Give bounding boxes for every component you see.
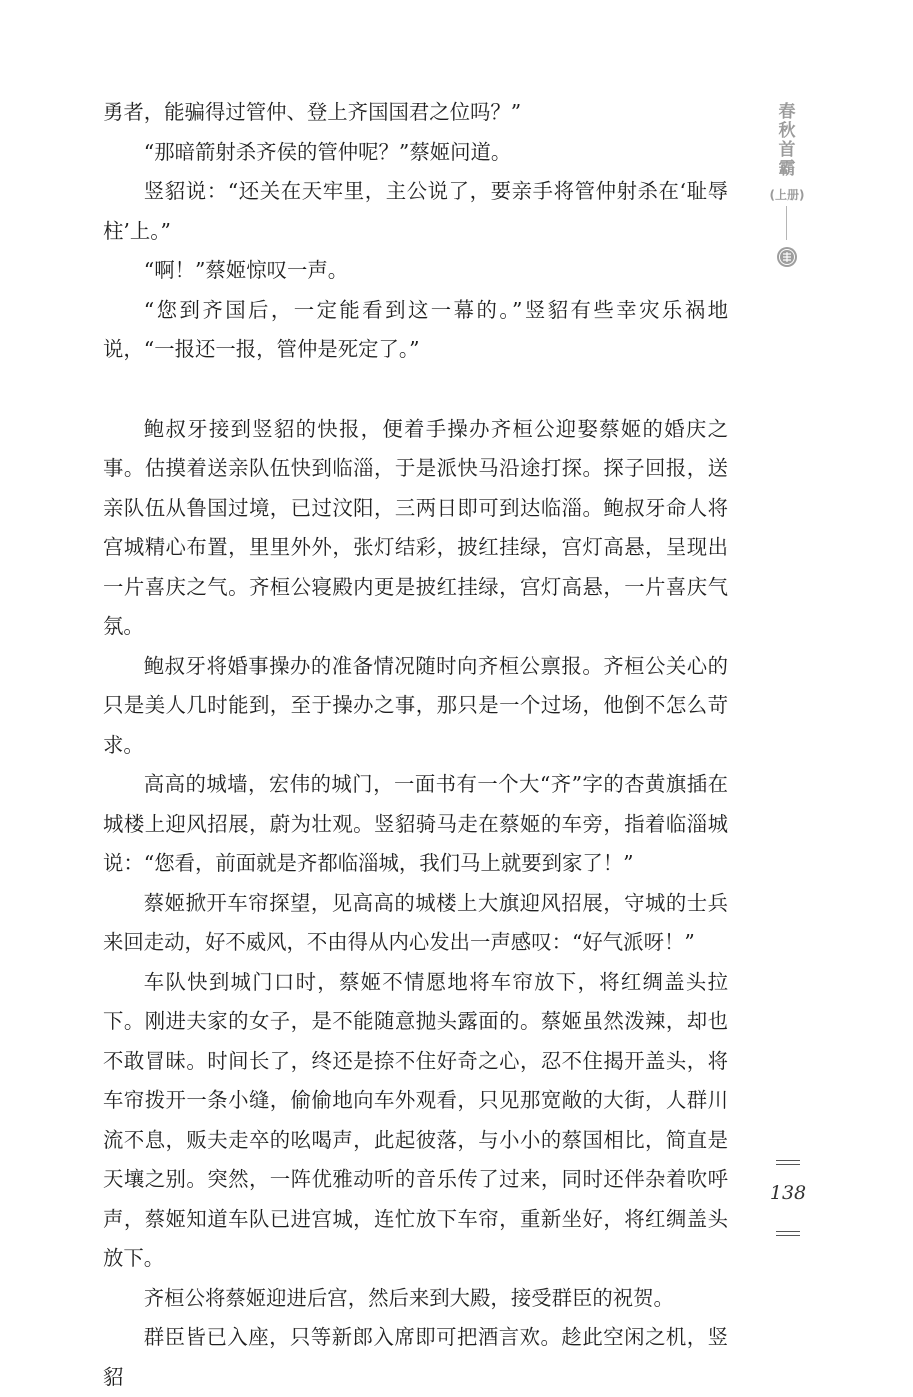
page-number-rule-bottom (776, 1231, 800, 1232)
paragraph-1: 勇者，能骗得过管仲、登上齐国国君之位吗？” (103, 100, 522, 124)
running-title-char: 霸 (778, 159, 796, 179)
paragraph-6: 鲍叔牙接到竖貂的快报，便着手操办齐桓公迎娶蔡姬的婚庆之事。估摸着送亲队伍快到临淄，于是派快马沿途打探。探子回报，送亲队伍从鲁国过境，已过汶阳，三两日即可到达临淄。鲍叔牙命人将宫城精心布置，里里外外，张灯结彩，披红挂绿，宫灯高悬，呈现出一片喜庆之气。齐桓公寝殿内更是披红挂绿，宫灯高悬，一片喜庆气氛。 (103, 416, 728, 638)
running-title (772, 103, 802, 179)
volume-label: (上册) (769, 188, 805, 202)
paragraph-12: 群臣皆已入座，只等新郎入席即可把酒言欢。趁此空闲之机，竖貂 (103, 1325, 728, 1389)
paragraph-10: 车队快到城门口时，蔡姬不情愿地将车帘放下，将红绸盖头拉下。刚进夫家的女子，是不能随意抛头露面的。蔡姬虽然泼辣，却也不敢冒昧。时间长了，终还是捺不住好奇之心，忍不住揭开盖头，将车帘拨开一条小缝，偷偷地向车外观看，只见那宽敞的大街，人群川流不息，贩夫走卒的吆喝声，此起彼落，与小小的蔡国相比，简直是天壤之别。突然，一阵优雅动听的音乐传了过来，同时还伴杂着吹呼声，蔡姬知道车队已进宫城，连忙放下车帘，重新坐好，将红绸盖头放下。 (103, 969, 728, 1270)
side-divider (786, 206, 787, 240)
paragraph-11: 齐桓公将蔡姬迎进后宫，然后来到大殿，接受群臣的祝贺。 (143, 1285, 674, 1310)
body-text (103, 93, 728, 1397)
running-title-char: 春 (778, 102, 796, 122)
round-seal-icon (776, 246, 798, 268)
paragraph-2: “那暗箭射杀齐侯的管仲呢？”蔡姬问道。 (143, 139, 512, 164)
paragraph-9: 蔡姬掀开车帘探望，见高高的城楼上大旗迎风招展，守城的士兵来回走动，好不威风，不由得从内心发出一声感叹：“好气派呀！” (103, 890, 728, 954)
paragraph-8: 高高的城墙，宏伟的城门，一面书有一个大“齐”字的杏黄旗插在城楼上迎风招展，蔚为壮观。竖貂骑马走在蔡姬的车旁，指着临淄城说：“您看，前面就是齐都临淄城，我们马上就要到家了！” (103, 772, 728, 875)
paragraph-4: “啊！”蔡姬惊叹一声。 (143, 258, 349, 282)
paragraph-5: “您到齐国后，一定能看到这一幕的。”竖貂有些幸灾乐祸地说，“一报还一报，管仲是死定了。” (103, 297, 728, 361)
page-number-rule-top (776, 1160, 800, 1161)
paragraph-7: 鲍叔牙将婚事操办的准备情况随时向齐桓公禀报。齐桓公关心的只是美人几时能到，至于操办之事，那只是一个过场，他倒不怎么苛求。 (103, 653, 728, 757)
paragraph-3: 竖貂说：“还关在天牢里，主公说了，要亲手将管仲射杀在‘耻辱柱’上。” (103, 179, 728, 243)
page-number: 138 (769, 1182, 807, 1204)
running-title-char: 秋 (778, 121, 796, 141)
running-title-char: 首 (778, 140, 796, 160)
